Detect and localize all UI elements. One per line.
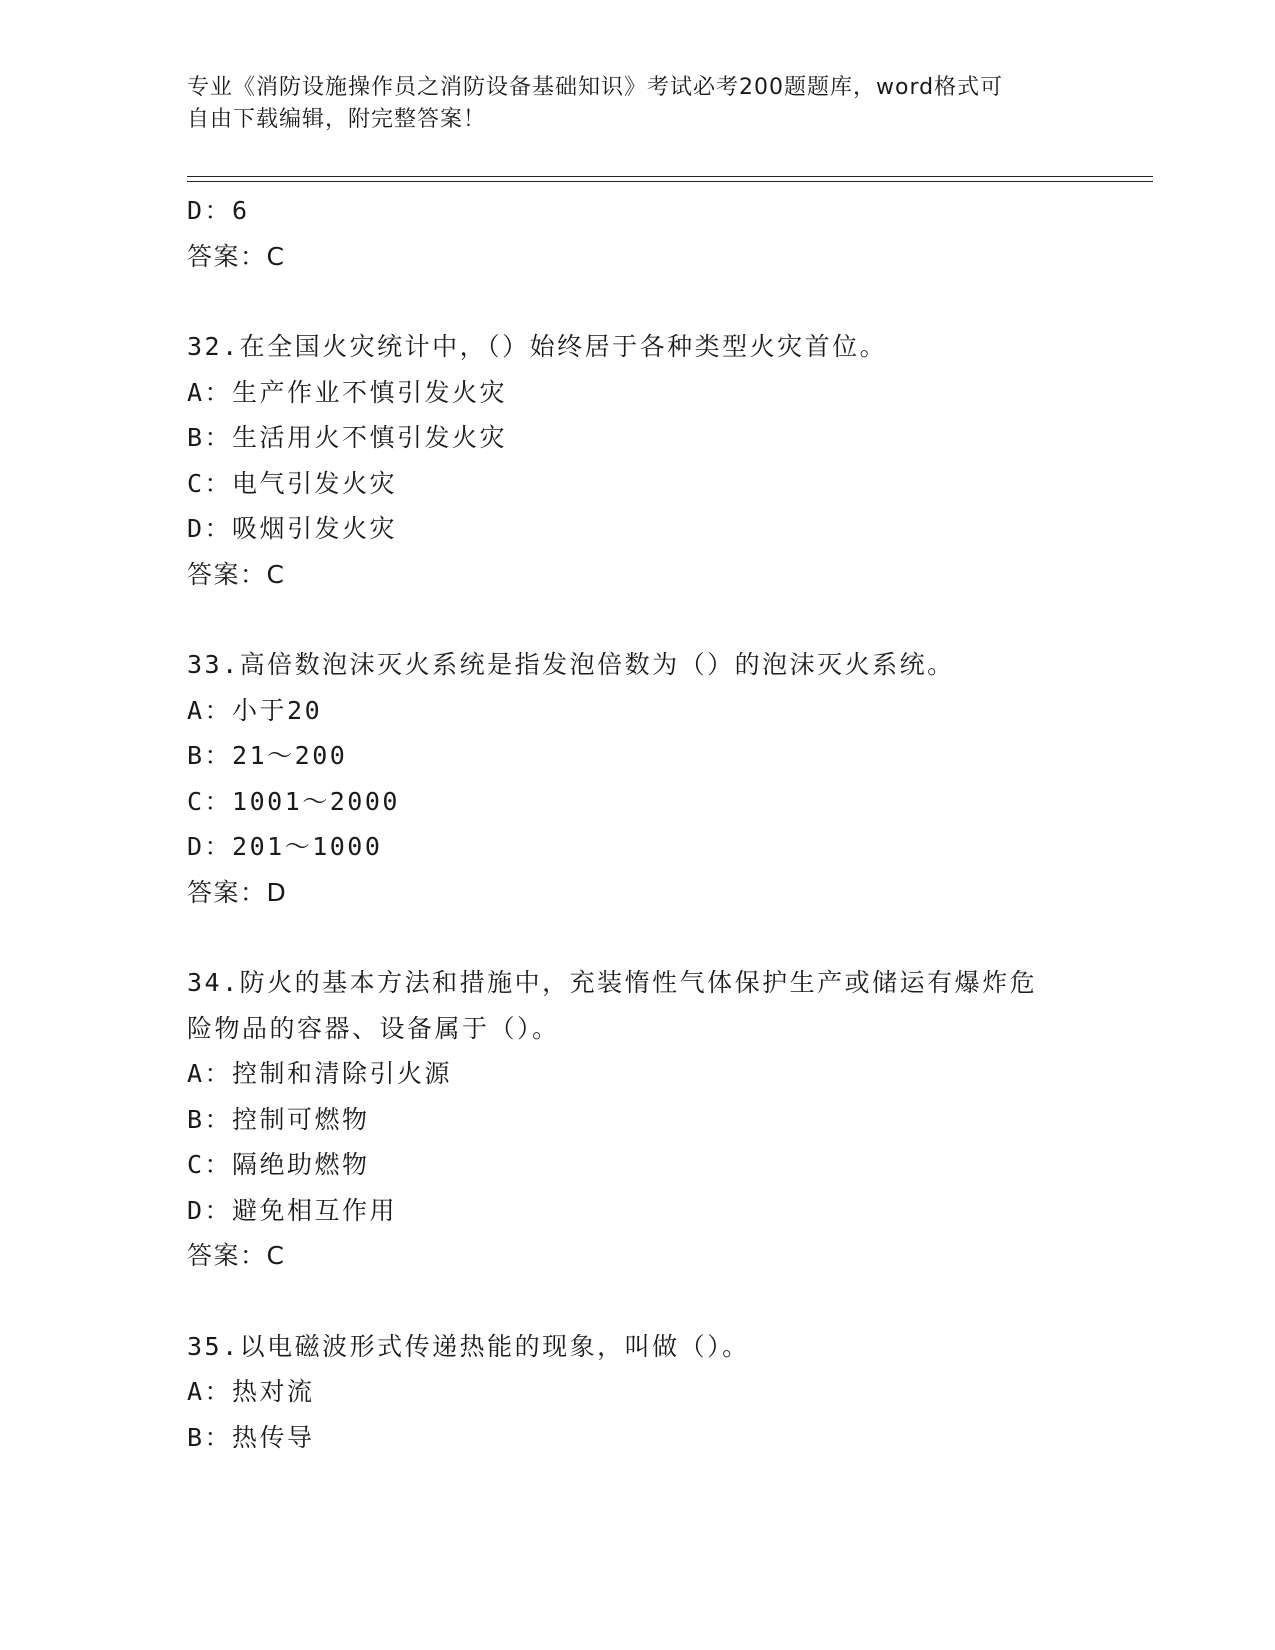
- header-divider-top: [187, 176, 1153, 177]
- q34-option-c: C：隔绝助燃物: [187, 1150, 370, 1179]
- q32-option-b: B：生活用火不慎引发火灾: [187, 423, 508, 452]
- q32-option-a: A：生产作业不慎引发火灾: [187, 377, 508, 407]
- q31-answer: 答案：C: [187, 241, 286, 271]
- q33-stem: 33.高倍数泡沫灭火系统是指发泡倍数为（）的泡沫灭火系统。: [187, 650, 955, 679]
- q35-stem: 35.以电磁波形式传递热能的现象，叫做（）。: [187, 1331, 750, 1361]
- q33-option-b: B：21～200: [187, 741, 348, 770]
- header-title-line-2: 自由下载编辑，附完整答案！: [187, 107, 487, 132]
- q34-stem-line-2: 险物品的容器、设备属于（）。: [187, 1013, 560, 1043]
- q32-stem: 32.在全国火灾统计中，（）始终居于各种类型火灾首位。: [187, 332, 888, 361]
- q34-option-d: D：避免相互作用: [187, 1195, 398, 1225]
- header-divider-bottom: [187, 181, 1153, 182]
- q34-option-a: A：控制和清除引火源: [187, 1059, 453, 1088]
- q34-stem-line-1: 34.防火的基本方法和措施中，充装惰性气体保护生产或储运有爆炸危: [187, 968, 1038, 997]
- q34-answer: 答案：C: [187, 1241, 286, 1270]
- q35-option-b: B：热传导: [187, 1422, 315, 1452]
- document-header: [187, 72, 1067, 136]
- q32-option-c: C：电气引发火灾: [187, 468, 398, 498]
- q32-option-d: D：吸烟引发火灾: [187, 514, 398, 543]
- q33-option-a: A：小于20: [187, 695, 323, 725]
- q33-option-d: D：201～1000: [187, 832, 383, 861]
- q33-option-c: C：1001～2000: [187, 786, 400, 816]
- q33-answer: 答案：D: [187, 877, 288, 907]
- q35-option-a: A：热对流: [187, 1377, 315, 1406]
- q31-option-d: D：6: [187, 196, 250, 225]
- q32-answer: 答案：C: [187, 559, 286, 589]
- q34-option-b: B：控制可燃物: [187, 1104, 370, 1134]
- header-title-line-1: 专业《消防设施操作员之消防设备基础知识》考试必考200题题库，word格式可: [187, 75, 1004, 100]
- question-list: [187, 188, 1087, 1460]
